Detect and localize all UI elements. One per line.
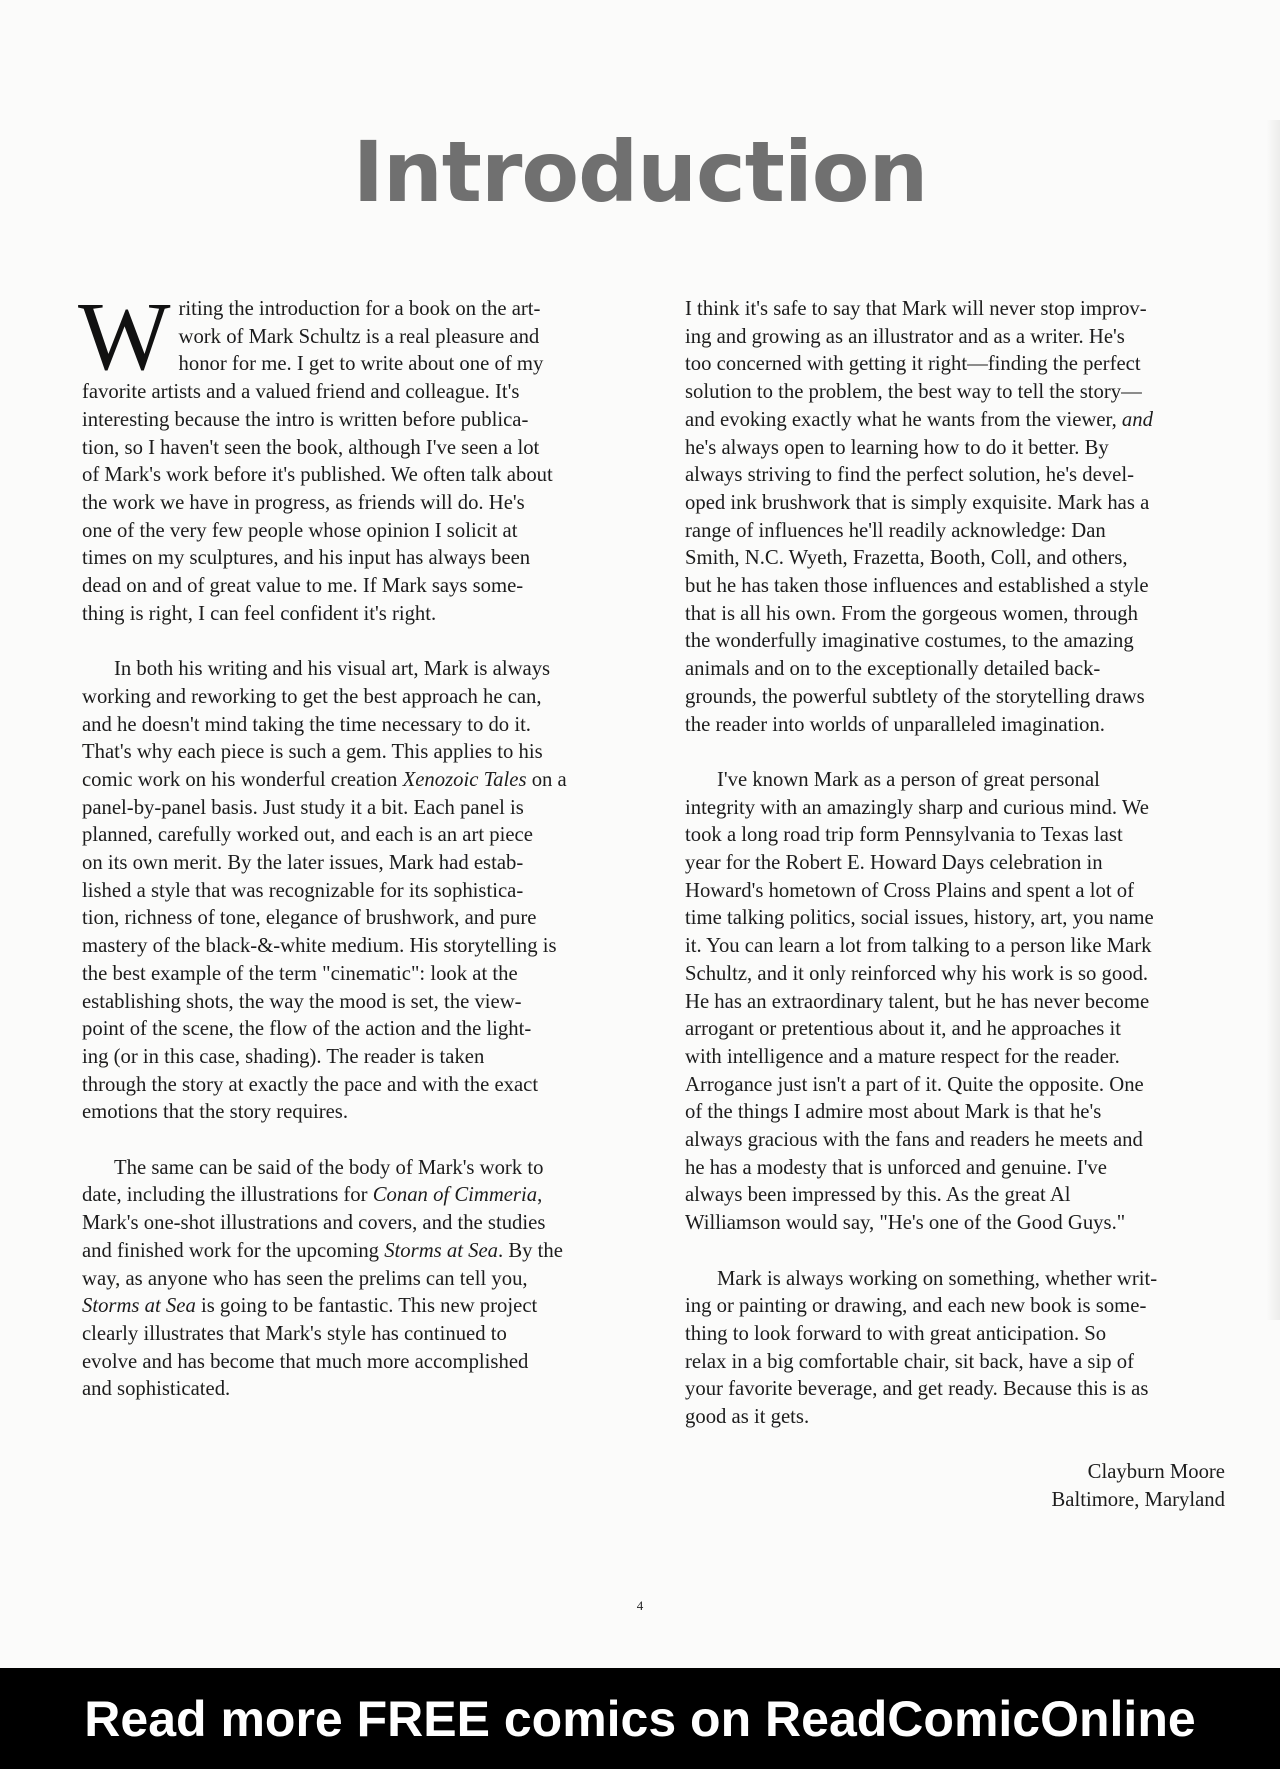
book-title-xenozoic-tales: Xenozoic Tales [402, 768, 527, 791]
author-name: Clayburn Moore [1087, 1461, 1225, 1484]
page-number: 4 [636, 1598, 644, 1613]
book-title-conan: Conan of Cimmeria [372, 1184, 538, 1207]
paragraph-4: I think it's safe to say that Mark will never stop improv- ing and growing as an illustrator and as a writer. He's too concerned with getting it right—finding the perfect solution to the problem, the best way to tell the story— and evoking exactly what he wants from the viewer, and he's always open to learning how to do it better. By always striving to find the perfect solution, he's devel- oped ink brushwork that is simply exquisite. Mark has a range of influences he'll readily acknowledge: Dan Smith, N.C. Wyeth, Frazetta, Booth, Coll, and others, but he has taken those influences and established a style that is all his own. From the gorgeous women, through the wonderfully imaginative costumes, to the amazing animals and on to the exceptionally detailed back- grounds, the powerful subtlety of the storytelling draws the reader into worlds of unparalleled imagination. [685, 298, 1153, 736]
promo-banner-text[interactable]: Read more FREE comics on ReadComicOnline [84, 1690, 1196, 1747]
paragraph-1: W riting the introduction for a book on the art- work of Mark Schultz is a real pleasure and honor for me. I get to write about one of my favorite artists and a valued friend and colleague. It's interesting because the intro is written before publica- tion, so I haven't seen the book, although I've seen a lot of Mark's work before it's published. We often talk about the work we have in progress, as friends will do. He's one of the very few people whose opinion I solicit at times on my sculptures, and his input has always been dead on and of great value to me. If Mark says some- thing is right, I can feel confident it's right. [78, 283, 553, 625]
dropcap-letter: W [78, 283, 171, 391]
promo-banner[interactable] [0, 1668, 1280, 1769]
paragraph-2: In both his writing and his visual art, Mark is always working and reworking to get the best approach he can, and he doesn't mind taking the time necessary to do it. That's why each piece is such a gem. This applies to his comic work on his wonderful creation Xenozoic Tales on a panel-by-panel basis. Just study it a bit. Each panel is planned, carefully worked out, and each is an art piece on its own merit. By the later issues, Mark had estab- lished a style that was recognizable for its sophistica- tion, richness of tone, elegance of brushwork, and pure mastery of the black-&-white medium. His storytelling is the best example of the term "cinematic": look at the establishing shots, the way the mood is set, the view- point of the scene, the flow of the action and the light- ing (or in this case, shading). The reader is taken through the story at exactly the pace and with the exact emotions that the story requires. [82, 658, 567, 1124]
signature-block [685, 1459, 1225, 1514]
page-title: Introduction [352, 123, 928, 221]
paragraph-5: I've known Mark as a person of great personal integrity with an amazingly sharp and curious mind. We took a long road trip form Pennsylvania to Texas last year for the Robert E. Howard Days celebration in Howard's hometown of Cross Plains and spent a lot of time talking politics, social issues, history, art, you name it. You can learn a lot from talking to a person like Mark Schultz, and it only reinforced why his work is so good. He has an extraordinary talent, but he has never become arrogant or pretentious about it, and he approaches it with intelligence and a mature respect for the reader. Arrogance just isn't a part of it. Quite the opposite. One of the things I admire most about Mark is that he's always gracious with the fans and readers he meets and he has a modesty that is unforced and genuine. I've always been impressed by this. As the great Al Williamson would say, "He's one of the Good Guys." [685, 768, 1154, 1235]
book-title-storms-at-sea: Storms at Sea [384, 1239, 498, 1262]
paragraph-3: The same can be said of the body of Mark's work to date, including the illustrations for Conan of Cimmeria, Mark's one-shot illustrations and covers, and the studies and finished work for the upcoming Storms at Sea. By the way, as anyone who has seen the prelims can tell you, Storms at Sea is going to be fantastic. This new project clearly illustrates that Mark's style has continued to evolve and has become that much more accomplished and sophisticated. [82, 1156, 563, 1401]
left-column [78, 283, 630, 1432]
right-column [685, 296, 1225, 1515]
page-edge-shadow [1266, 120, 1280, 1320]
paragraph-6: Mark is always working on something, whether writ- ing or painting or drawing, and each new book is some- thing to look forward to with great anticipation. So relax in a big comfortable chair, sit back, have a sip of your favorite beverage, and get ready. Because this is as good as it gets. [685, 1267, 1158, 1429]
author-location: Baltimore, Maryland [1051, 1489, 1225, 1512]
book-title-storms-at-sea: Storms at Sea [82, 1295, 196, 1318]
